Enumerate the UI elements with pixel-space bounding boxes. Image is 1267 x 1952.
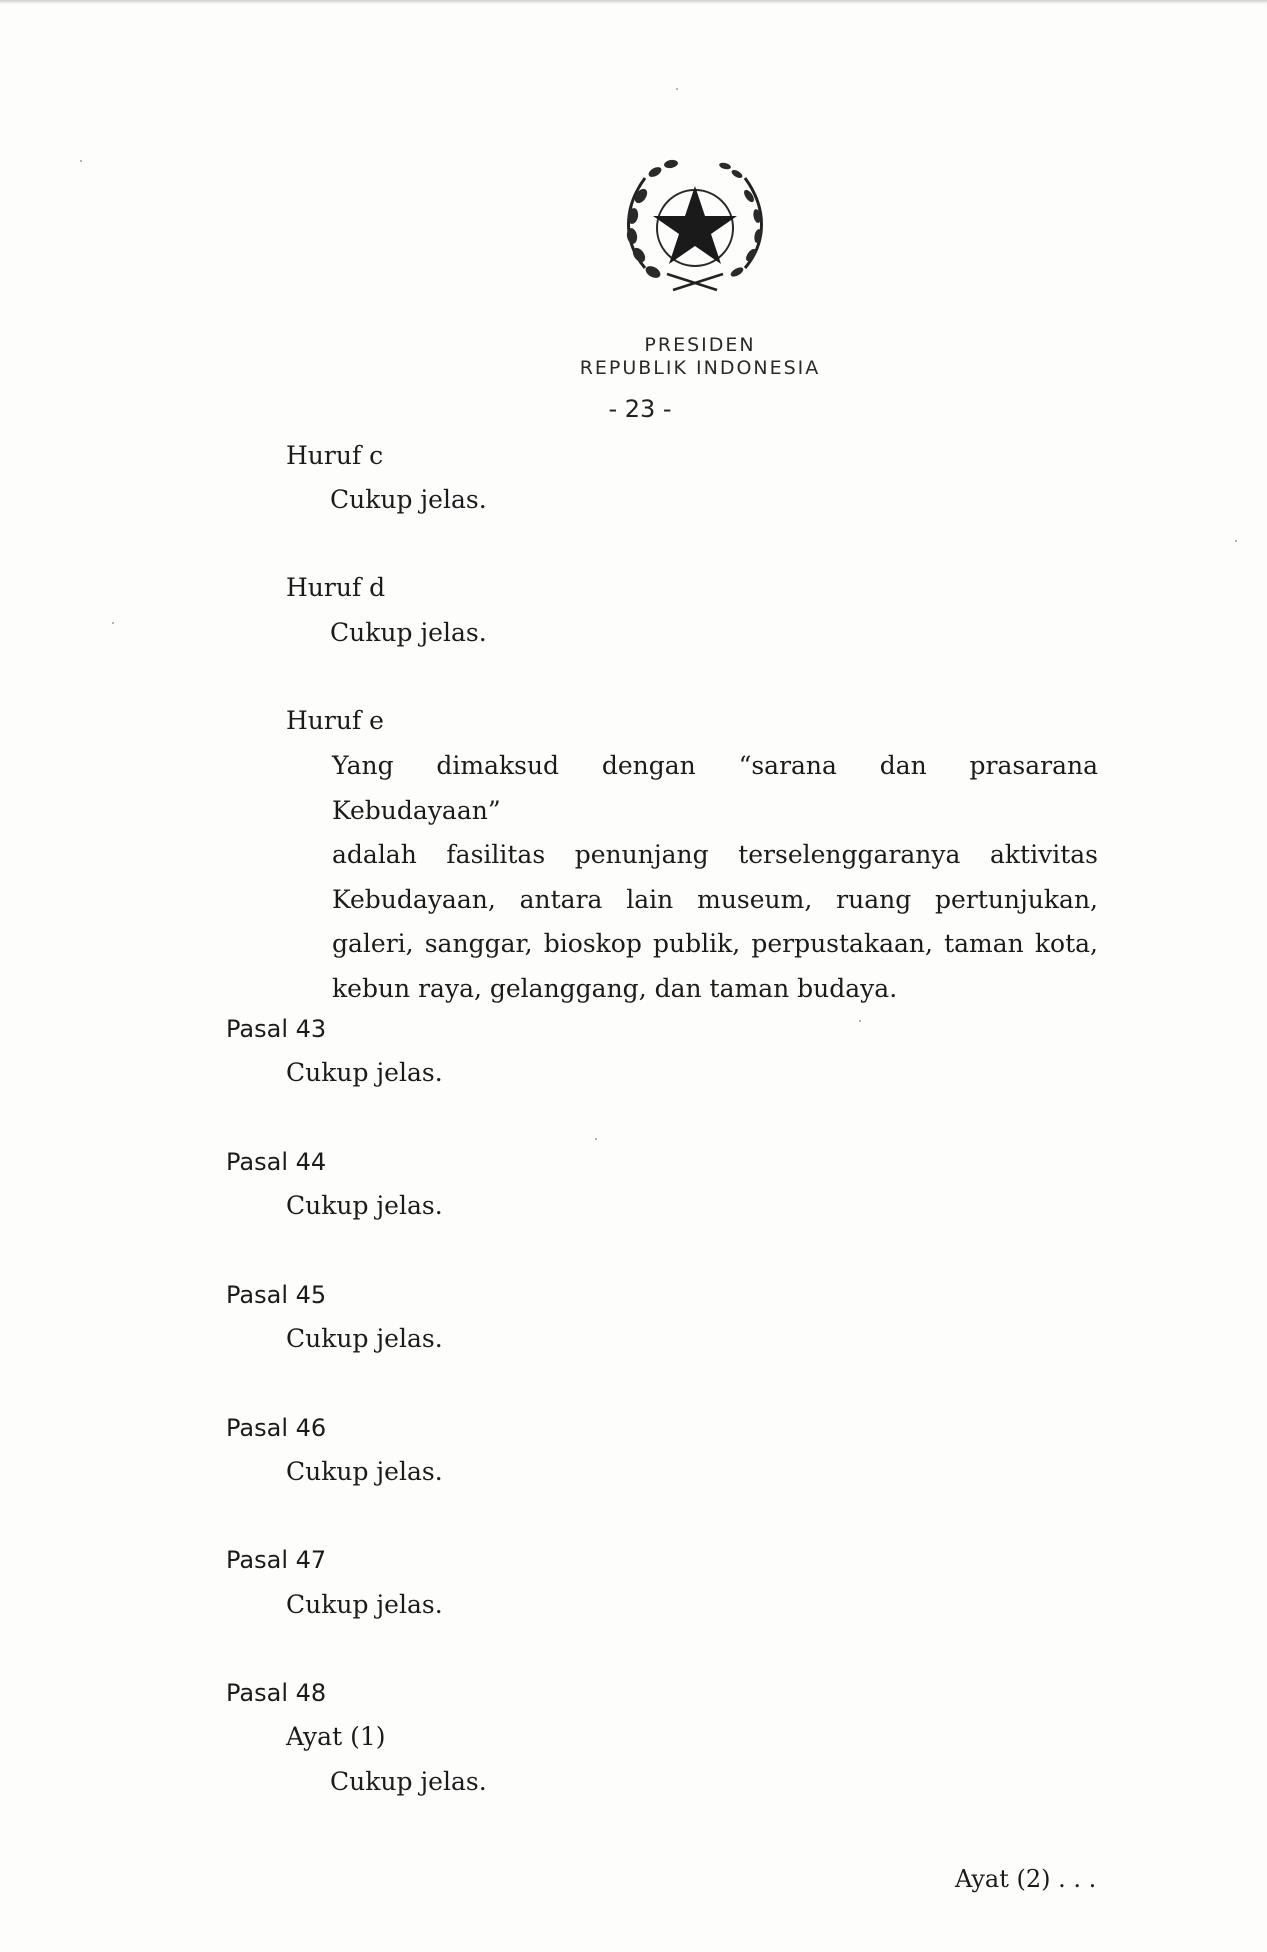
paragraph-line: galeri, sanggar, bioskop publik, perpustakaan, taman kota, [332, 929, 1098, 958]
pasal-45-heading: Pasal 45 [226, 1281, 327, 1309]
huruf-d-body: Cukup jelas. [330, 618, 487, 647]
scan-edge-shadow [0, 0, 1267, 4]
institution-title-line2: REPUBLIK INDONESIA [579, 357, 821, 379]
scan-speck [1235, 540, 1237, 542]
scan-speck [112, 622, 114, 624]
pasal-46-body: Cukup jelas. [286, 1457, 443, 1486]
paragraph-line: Yang dimaksud dengan “sarana dan prasarana Kebudayaan” [332, 751, 1098, 825]
pasal-43-heading: Pasal 43 [226, 1015, 327, 1043]
next-page-hint: Ayat (2) . . . [955, 1865, 1097, 1893]
pasal-48-ayat-heading: Ayat (1) [286, 1722, 386, 1751]
page-number: - 23 - [608, 395, 672, 423]
pasal-46-heading: Pasal 46 [226, 1414, 327, 1442]
huruf-e-heading: Huruf e [286, 706, 384, 735]
pasal-44-body: Cukup jelas. [286, 1191, 443, 1220]
pasal-48-heading: Pasal 48 [226, 1679, 327, 1707]
huruf-c-heading: Huruf c [286, 441, 384, 470]
paragraph-line: adalah fasilitas penunjang terselenggaranya aktivitas [332, 840, 1098, 869]
pasal-44-heading: Pasal 44 [226, 1148, 327, 1176]
huruf-c-body: Cukup jelas. [330, 485, 487, 514]
presidential-seal-star-wreath-icon [615, 150, 775, 308]
huruf-d-heading: Huruf d [286, 573, 386, 602]
scan-speck [80, 160, 82, 162]
paragraph-line: kebun raya, gelanggang, dan taman budaya. [332, 973, 898, 1003]
institution-title-line1: PRESIDEN [644, 334, 756, 356]
pasal-45-body: Cukup jelas. [286, 1324, 443, 1353]
pasal-47-heading: Pasal 47 [226, 1546, 327, 1574]
pasal-48-body: Cukup jelas. [330, 1767, 487, 1796]
paragraph-line: Kebudayaan, antara lain museum, ruang pertunjukan, [332, 884, 1098, 914]
pasal-47-body: Cukup jelas. [286, 1590, 443, 1619]
huruf-e-paragraph [332, 744, 1098, 1011]
scan-speck [595, 1138, 597, 1140]
scan-speck [859, 1020, 861, 1022]
scan-speck [676, 88, 678, 90]
pasal-43-body: Cukup jelas. [286, 1058, 443, 1087]
